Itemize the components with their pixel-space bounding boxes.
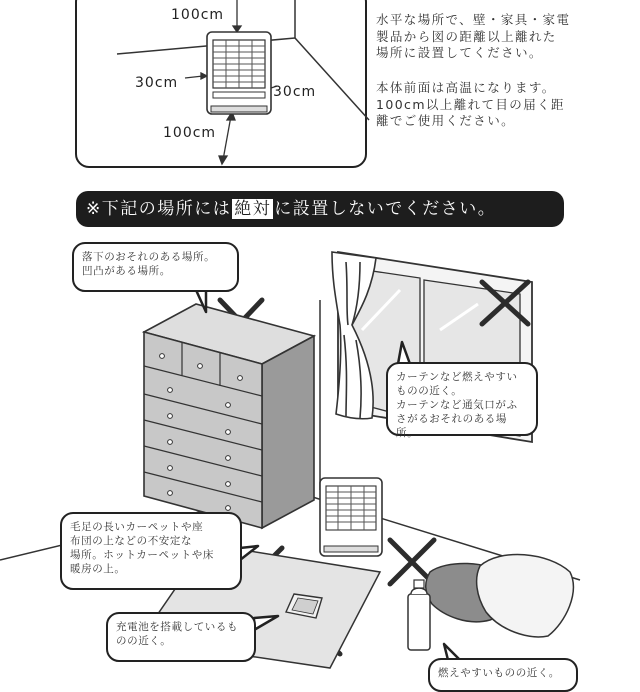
placement-note-1: 水平な場所で、壁・家具・家電 製品から図の距離以上離れた 場所に設置してください。 xyxy=(376,12,571,60)
chest-of-drawers-illustration xyxy=(144,304,314,528)
placement-note-2: 本体前面は高温になります。 100cm以上離れて目の届く距 離でご使用ください。 xyxy=(376,80,565,128)
callout-curtain: カーテンなど燃えやすい ものの近く。 カーテンなど通気口がふ さがるおそれのある場所。 xyxy=(386,362,538,436)
warning-banner-prefix: ※下記の場所には xyxy=(86,199,232,219)
distance-right-label: 30cm xyxy=(273,84,317,100)
warning-banner-emphasis: 絶対 xyxy=(234,199,272,219)
callout-unstable-place: 落下のおそれのある場所。 凹凸がある場所。 xyxy=(72,242,239,292)
distance-left-label: 30cm xyxy=(135,75,179,91)
distance-front-label: 100cm xyxy=(163,125,217,141)
room-heater-illustration xyxy=(320,478,382,556)
callout-battery: 充電池を搭載しているも のの近く。 xyxy=(106,612,256,662)
warning-banner-suffix: に設置しないでください。 xyxy=(274,199,497,219)
distance-top-label: 100cm xyxy=(171,7,225,23)
callout-spray: 燃えやすいものの近く。 xyxy=(428,658,578,692)
callout-carpet: 毛足の長いカーペットや座 布団の上などの不安定な 場所。ホットカーペットや床 暖房の上。 xyxy=(60,512,242,590)
cushions-illustration xyxy=(426,555,574,637)
